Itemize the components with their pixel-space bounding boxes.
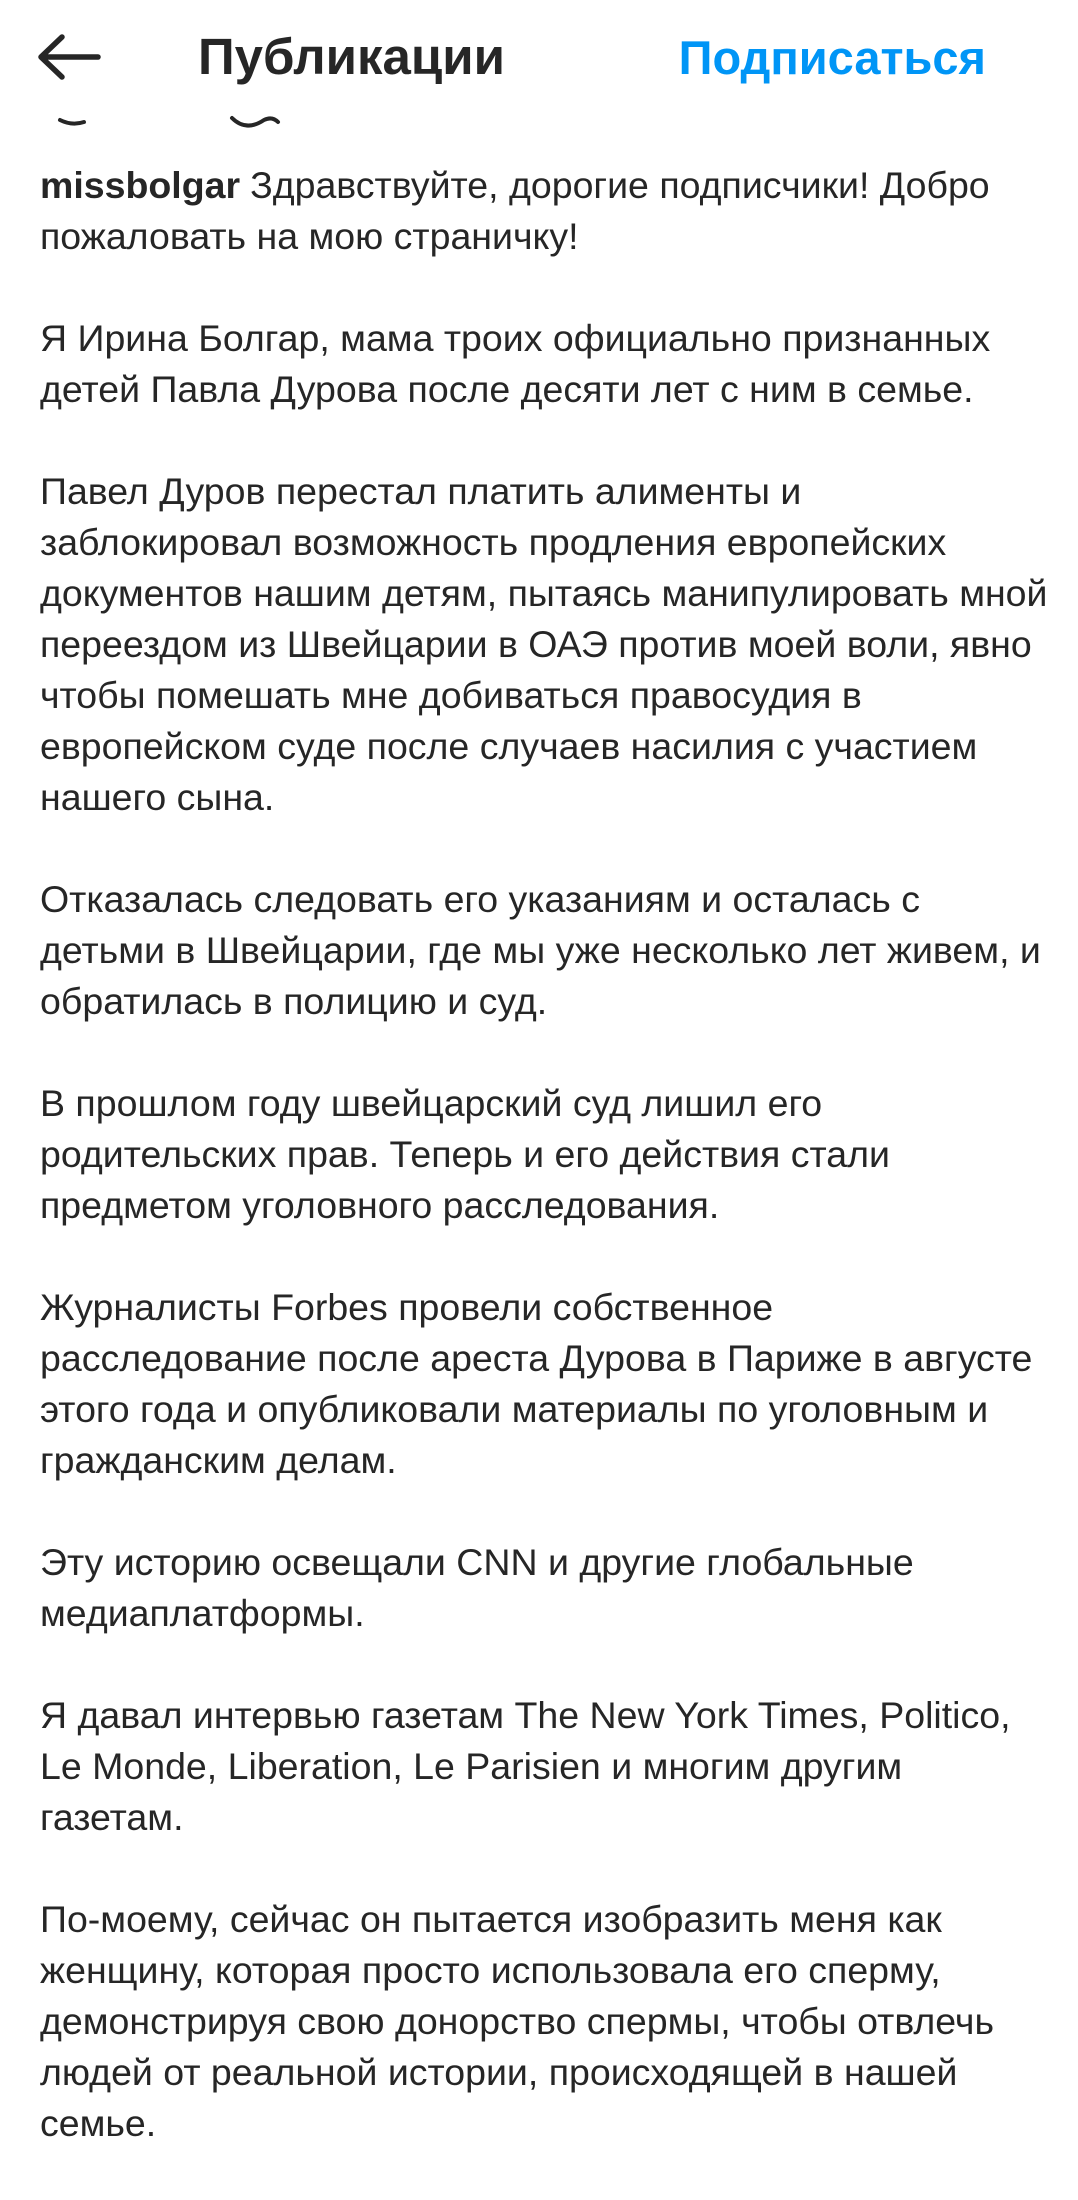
caption-text: Здравствуйте, дорогие подписчики! Добро пожаловать на мою страничку! — [40, 164, 990, 257]
caption-paragraph: Павел Дуров перестал платить алименты и заблокировал возможность продления европейских документов нашим детям, пытаясь манипулировать мной переездом из Швейцарии в ОАЭ против моей воли, явно чтобы помешать мне добиваться правосудия в европейском суде после случаев насилия с участием нашего сына. — [40, 470, 1048, 818]
caption-paragraph: Журналисты Forbes провели собственное расследование после ареста Дурова в Париже в августе этого года и опубликовали материалы по уголовным и гражданским делам. — [40, 1286, 1033, 1481]
top-bar — [0, 0, 1078, 112]
back-button[interactable] — [36, 22, 116, 92]
page-title: Публикации — [198, 28, 505, 85]
caption-paragraph: В прошлом году швейцарский суд лишил его родительских прав. Теперь и его действия стали предметом уголовного расследования. — [40, 1082, 890, 1226]
subscribe-button[interactable]: Подписаться — [678, 31, 986, 84]
caption-paragraph: По-моему, сейчас он пытается изобразить меня как женщину, которая просто использовала его сперму, демонстрируя свою донорство спермы, чтобы отвлечь людей от реальной истории, происходящей в нашей семье. — [40, 1898, 994, 2144]
caption-paragraph: Отказалась следовать его указаниям и осталась с детьми в Швейцарии, где мы уже несколько лет живем, и обратилась в полицию и суд. — [40, 878, 1041, 1022]
post-caption — [40, 160, 1050, 2200]
post-username[interactable]: missbolgar — [40, 164, 241, 206]
arrow-left-icon — [36, 34, 102, 80]
caption-paragraph: Эту историю освещали CNN и другие глобальные медиаплатформы. — [40, 1541, 914, 1634]
caption-paragraph: Я Ирина Болгар, мама троих официально признанных детей Павла Дурова после десяти лет с ним в семье. — [40, 317, 991, 410]
caption-paragraph — [40, 160, 1050, 262]
post-media-cropped — [0, 112, 1078, 136]
caption-paragraph: Я давал интервью газетам The New York Times, Politico, Le Monde, Liberation, Le Parisien и многим другим газетам. — [40, 1694, 1011, 1838]
